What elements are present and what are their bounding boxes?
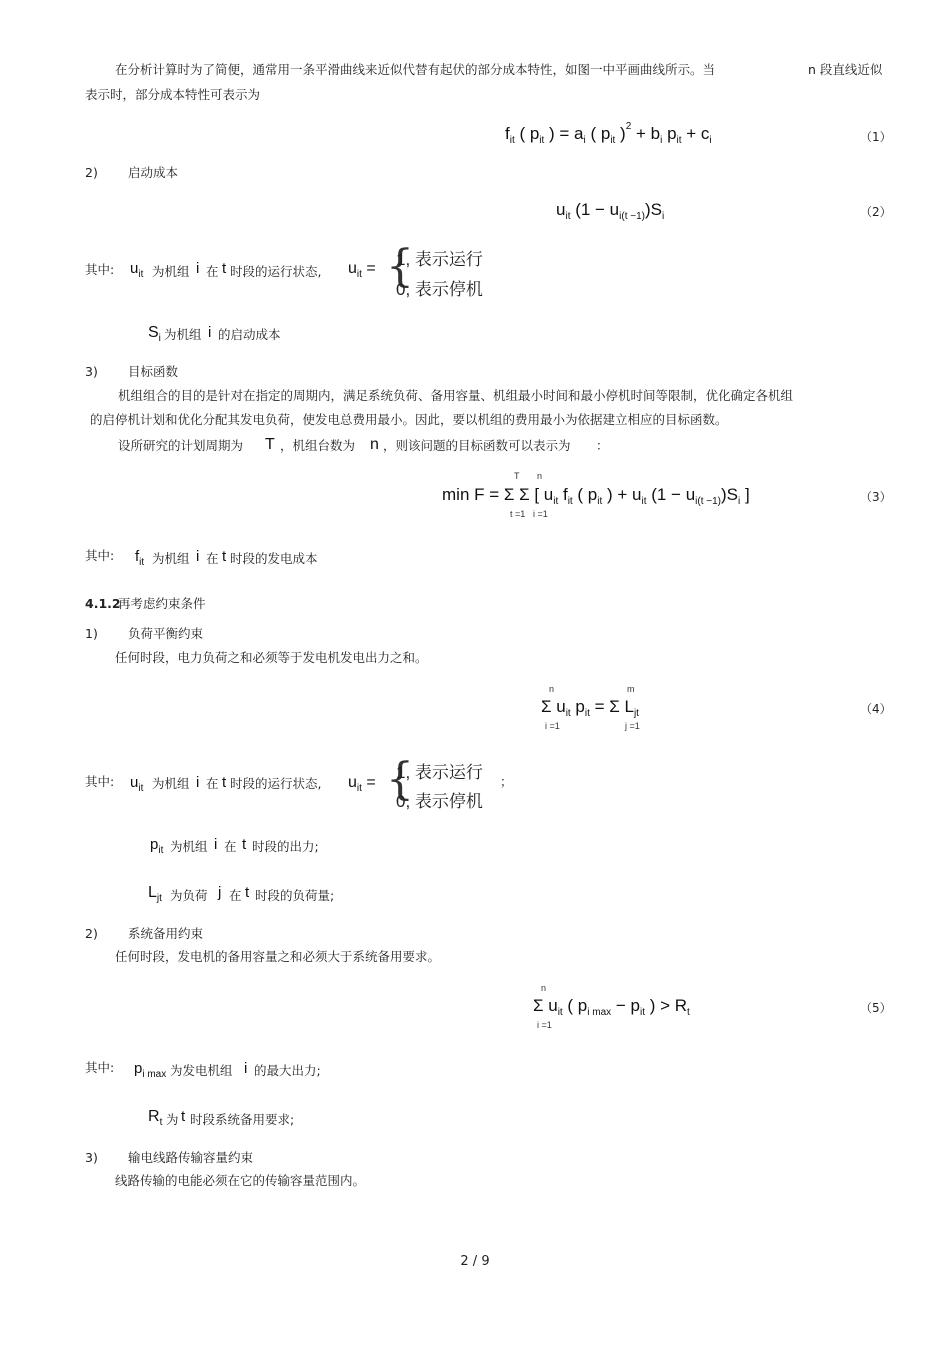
equation-4-number: （4） xyxy=(860,702,892,716)
pit-symbol: $p_{it}$ xyxy=(150,836,164,856)
equation-2-number: （2） xyxy=(860,205,892,219)
t-symbol-3: t xyxy=(222,774,227,791)
case-brace: { xyxy=(386,241,414,292)
si-desc-2: 的启动成本 xyxy=(218,327,281,342)
where-label: 其中: xyxy=(85,262,115,277)
semicolon: ； xyxy=(500,774,513,789)
equation-3: min F = Σ Σ [ $u_{it}$ $f_{it}$ ( $p_{it}$ ) + $u_{it}$ $(1 - u_{i(t -1)})S_i$ ] xyxy=(442,485,750,507)
i-symbol-4: i xyxy=(196,774,200,791)
section-2-title: 启动成本 xyxy=(128,165,179,180)
fit-desc: 为机组 xyxy=(152,551,190,566)
case-run: 1, 表示运行 xyxy=(396,250,483,269)
constraint-1-text: 任何时段，电力负荷之和必须等于发电机发电出力之和。 xyxy=(115,650,428,665)
case-stop-2: 0, 表示停机 xyxy=(396,792,483,811)
equation-4: Σ $u_{it}$ $p_{it} = \Sigma$ $L_{jt}$ xyxy=(541,697,639,719)
intro-paragraph-line1: 在分析计算时为了简便，通常用一条平滑曲线来近似代替有起伏的部分成本特性，如图一中平画曲线所示。当 xyxy=(115,62,716,77)
t-symbol-4: t xyxy=(242,836,247,853)
constraint-1-number: 1) xyxy=(85,626,98,641)
case-brace-2: { xyxy=(386,754,414,805)
ljt-desc-3: 时段的负荷量; xyxy=(255,888,335,903)
si-desc: 为机组 xyxy=(164,327,202,342)
where-label-3: 其中: xyxy=(85,774,115,789)
uit-desc-2: 在 xyxy=(206,264,219,279)
pit-desc-3: 时段的出力; xyxy=(252,839,319,854)
equation-1: $f_{it}$ ( $p_{it}$ ) = $a_i$ ( $p_{it}$ )$^2 + b_i$ $p_{it} + c_i$ xyxy=(505,121,712,146)
fit-desc-3: 时段的发电成本 xyxy=(230,551,318,566)
fit-symbol: $f_{it}$ xyxy=(135,548,145,568)
equation-5: Σ $u_{it}$ ( $p_{i max} - p_{it}$ ) > $R_t$ xyxy=(533,996,690,1018)
constraint-2-number: 2) xyxy=(85,926,98,941)
si-symbol: $S_i$ xyxy=(148,324,161,344)
intro-paragraph-tail: n 段直线近似 xyxy=(808,62,883,77)
uit-desc-b3: 时段的运行状态, xyxy=(230,776,322,791)
constraint-3-number: 3) xyxy=(85,1150,98,1165)
where-label-2: 其中: xyxy=(85,548,115,563)
uit-eq-lhs-2: $u_{it}$ = xyxy=(348,774,376,794)
i-symbol-5: i xyxy=(214,836,218,853)
objective-paragraph-line2: 的启停机计划和优化分配其发电负荷，使发电总费用最小。因此，要以机组的费用最小为依据建立相应的目标函数。 xyxy=(90,412,728,427)
uit-desc-3: 时段的运行状态, xyxy=(230,264,322,279)
case-run-2: 1, 表示运行 xyxy=(396,763,483,782)
objective-paragraph-line3b: ，机组台数为 xyxy=(280,438,356,453)
sum-T-upper: T xyxy=(514,471,520,481)
section-3-title: 目标函数 xyxy=(128,364,179,379)
pimax-symbol: $p_{i max}$ xyxy=(134,1060,167,1080)
t-symbol-2: t xyxy=(222,548,227,565)
equation-5-number: （5） xyxy=(860,1001,892,1015)
objective-paragraph-line3d: ： xyxy=(596,438,609,453)
sum-n-upper: n xyxy=(537,471,543,481)
ljt-symbol: $L_{jt}$ xyxy=(148,884,162,904)
sum4-j-lower: j =1 xyxy=(625,721,640,731)
pit-desc-2: 在 xyxy=(224,839,237,854)
sum4-n-upper: n xyxy=(549,684,555,694)
i-symbol-6: i xyxy=(244,1060,248,1077)
ljt-desc-2: 在 xyxy=(229,888,242,903)
page-number: 2 / 9 xyxy=(460,1254,490,1269)
section-412-title: 再考虑约束条件 xyxy=(118,596,206,611)
uit-desc-b: 为机组 xyxy=(152,776,190,791)
sum-t-lower: t =1 xyxy=(510,509,526,519)
sum5-i-lower: i =1 xyxy=(537,1020,552,1030)
sum-i-lower: i =1 xyxy=(533,509,548,519)
section-3-number: 3) xyxy=(85,364,98,379)
constraint-2-title: 系统备用约束 xyxy=(128,926,204,941)
sum4-m-upper: m xyxy=(627,684,635,694)
n-symbol: n xyxy=(370,436,379,453)
pimax-desc-2: 的最大出力; xyxy=(254,1063,321,1078)
sum4-i-lower: i =1 xyxy=(545,721,560,731)
uit-desc: 为机组 xyxy=(152,264,190,279)
rt-desc: 为 xyxy=(166,1112,179,1127)
ljt-desc: 为负荷 xyxy=(170,888,208,903)
where-label-4: 其中: xyxy=(85,1060,115,1075)
t-symbol-6: t xyxy=(181,1108,186,1125)
pimax-desc: 为发电机组 xyxy=(170,1063,233,1078)
T-symbol: T xyxy=(265,436,275,453)
t-symbol-5: t xyxy=(245,884,250,901)
uit-eq-lhs: $u_{it}$ = xyxy=(348,260,376,280)
i-symbol-3: i xyxy=(196,548,200,565)
constraint-2-text: 任何时段，发电机的备用容量之和必须大于系统备用要求。 xyxy=(115,949,441,964)
equation-3-number: （3） xyxy=(860,490,892,504)
equation-1-number: （1） xyxy=(860,130,892,144)
pit-desc: 为机组 xyxy=(170,839,208,854)
intro-paragraph-line2: 表示时，部分成本特性可表示为 xyxy=(85,87,261,102)
sum5-n-upper: n xyxy=(541,983,547,993)
t-symbol: t xyxy=(222,260,227,277)
constraint-1-title: 负荷平衡约束 xyxy=(128,626,204,641)
objective-paragraph-line1: 机组组合的目的是针对在指定的周期内，满足系统负荷、备用容量、机组最小时间和最小停机时间等限制，优化确定各机组 xyxy=(118,388,794,403)
equation-2: $u_{it}$ $(1 - u_{i(t -1)})S_i$ xyxy=(556,200,665,222)
section-2-number: 2) xyxy=(85,165,98,180)
j-symbol: j xyxy=(218,884,222,901)
constraint-3-title: 输电线路传输容量约束 xyxy=(128,1150,254,1165)
section-412-number: 4.1.2 xyxy=(85,596,121,611)
uit-symbol: $u_{it}$ xyxy=(130,260,144,280)
constraint-3-text: 线路传输的电能必须在它的传输容量范围内。 xyxy=(115,1173,366,1188)
i-symbol-2: i xyxy=(208,324,212,341)
uit-symbol-2: $u_{it}$ xyxy=(130,774,144,794)
i-symbol: i xyxy=(196,260,200,277)
case-stop: 0, 表示停机 xyxy=(396,280,483,299)
rt-desc-2: 时段系统备用要求; xyxy=(190,1112,295,1127)
uit-desc-b2: 在 xyxy=(206,776,219,791)
objective-paragraph-line3c: ，则该问题的目标函数可以表示为 xyxy=(383,438,571,453)
objective-paragraph-line3a: 设所研究的计划周期为 xyxy=(118,438,244,453)
fit-desc-2: 在 xyxy=(206,551,219,566)
rt-symbol: $R_t$ xyxy=(148,1108,163,1128)
